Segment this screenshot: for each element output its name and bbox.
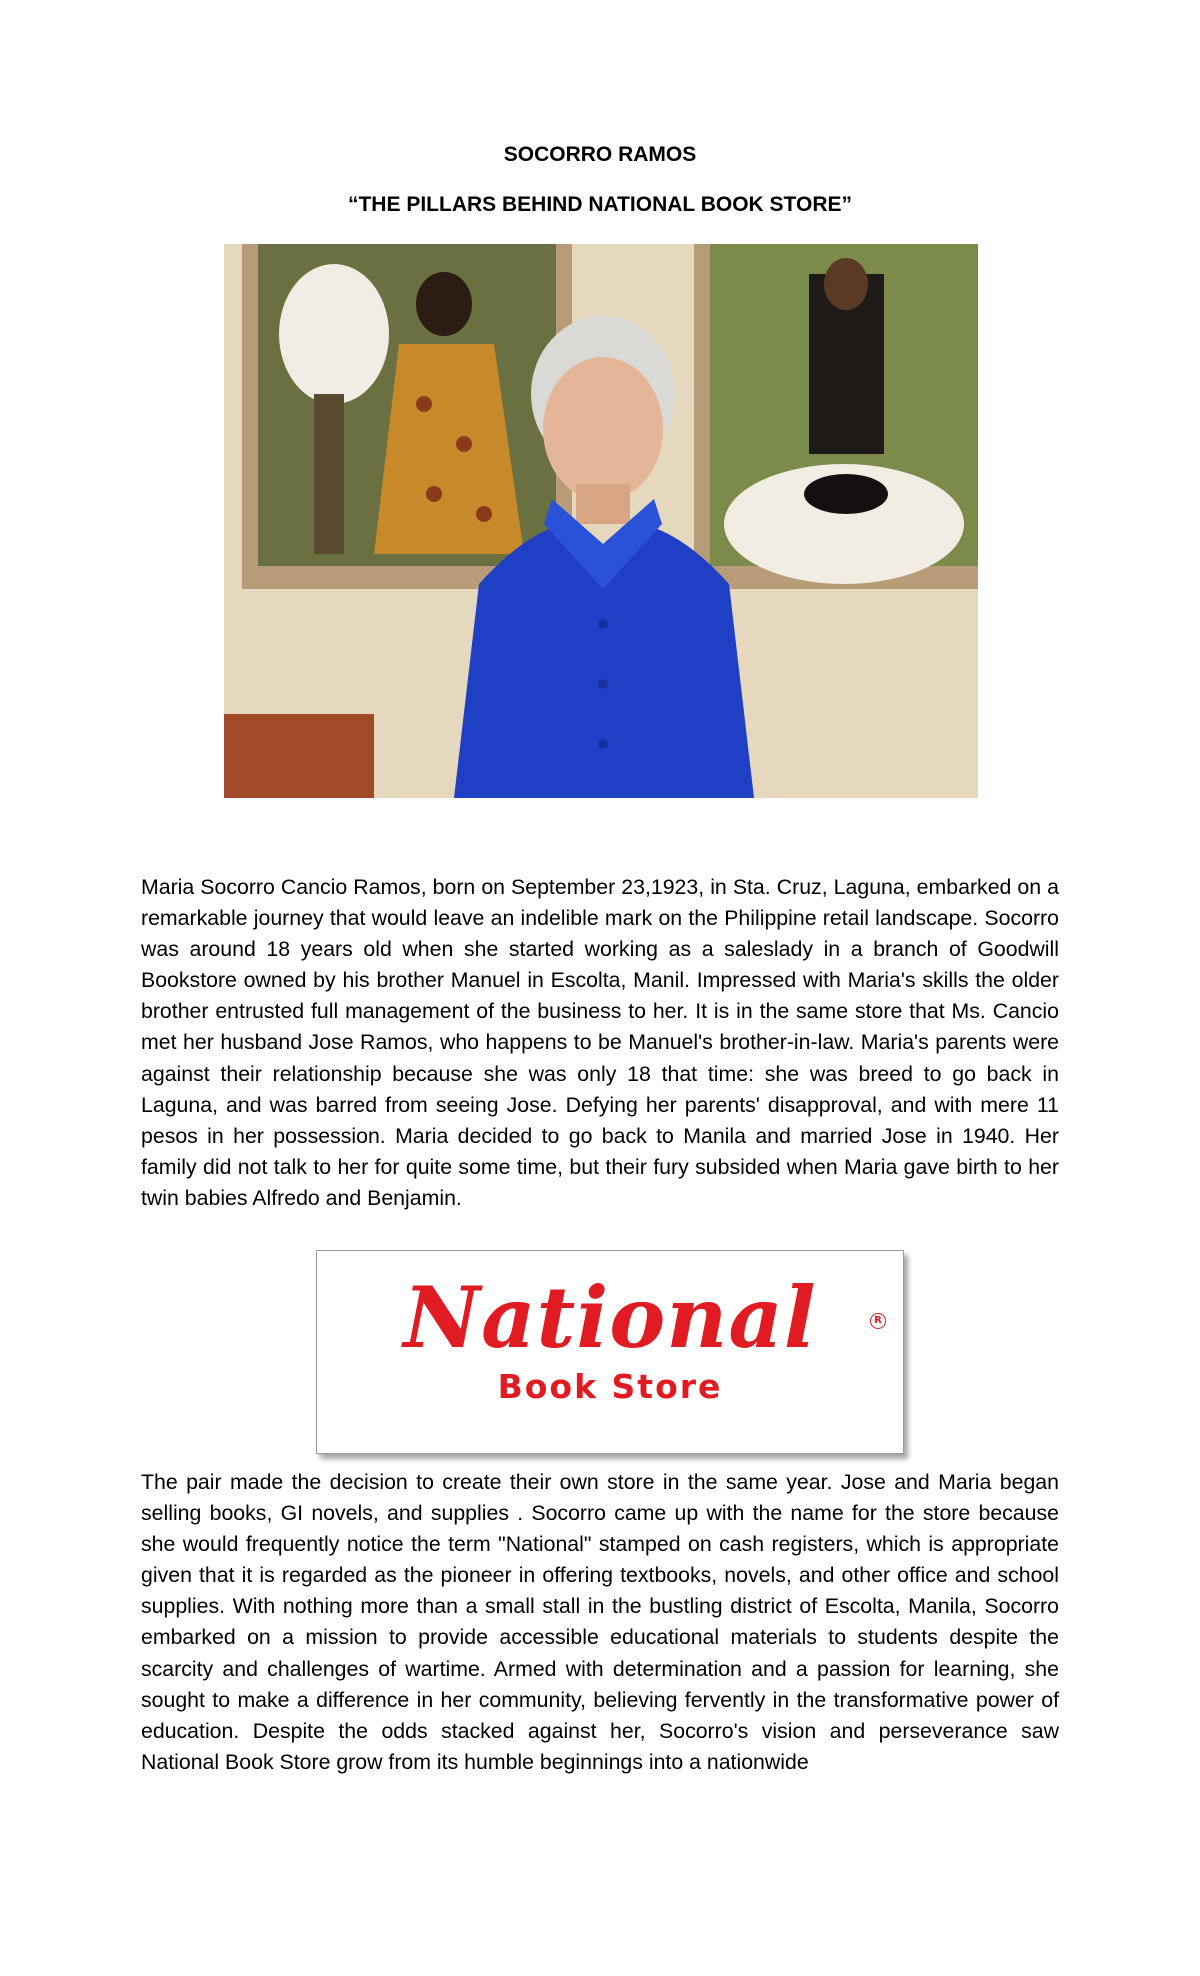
national-book-store-logo [316,1250,904,1454]
logo-script-text: National [403,1268,817,1367]
body-paragraph-1: Maria Socorro Cancio Ramos, born on September 23,1923, in Sta. Cruz, Laguna, embarked on a remarkable journey that would leave an indelible mark on the Philippine retail landscape. Socorro was around 18 years old when she started working as a saleslady in a branch of Goodwill Bookstore owned by his brother Manuel in Escolta, Manil. Impressed with Maria's skills the older brother entrusted full management of the business to her. It is in the same store that Ms. Cancio met her husband Jose Ramos, who happens to be Manuel's brother-in-law. Maria's parents were against their relationship because she was only 18 that time: she was breed to go back in Laguna, and was barred from seeing Jose. Defying her parents' disapproval, and with mere 11 pesos in her possession. Maria decided to go back to Manila and married Jose in 1940. Her family did not talk to her for quite some time, but their fury subsided when Maria gave birth to her twin babies Alfredo and Benjamin. [141,875,1059,1210]
body-paragraph-2: The pair made the decision to create their own store in the same year. Jose and Maria began selling books, GI novels, and supplies . Socorro came up with the name for the store because she would frequently notice the term "National" stamped on cash registers, which is appropriate given that it is regarded as the pioneer in offering textbooks, novels, and other office and school supplies. With nothing more than a small stall in the bustling district of Escolta, Manila, Socorro embarked on a mission to provide accessible educational materials to students despite the scarcity and challenges of wartime. Armed with determination and a passion for learning, she sought to make a difference in her community, believing fervently in the transformative power of education. Despite the odds stacked against her, Socorro's vision and perseverance saw National Book Store grow from its humble beginnings into a nationwide [141,1470,1059,1774]
registered-mark-icon: R [870,1313,886,1329]
page-title: SOCORRO RAMOS [503,143,697,166]
logo-sub-text: Book Store [497,1367,723,1406]
page-subtitle: “THE PILLARS BEHIND NATIONAL BOOK STORE” [347,193,853,216]
portrait-photo [224,244,978,798]
